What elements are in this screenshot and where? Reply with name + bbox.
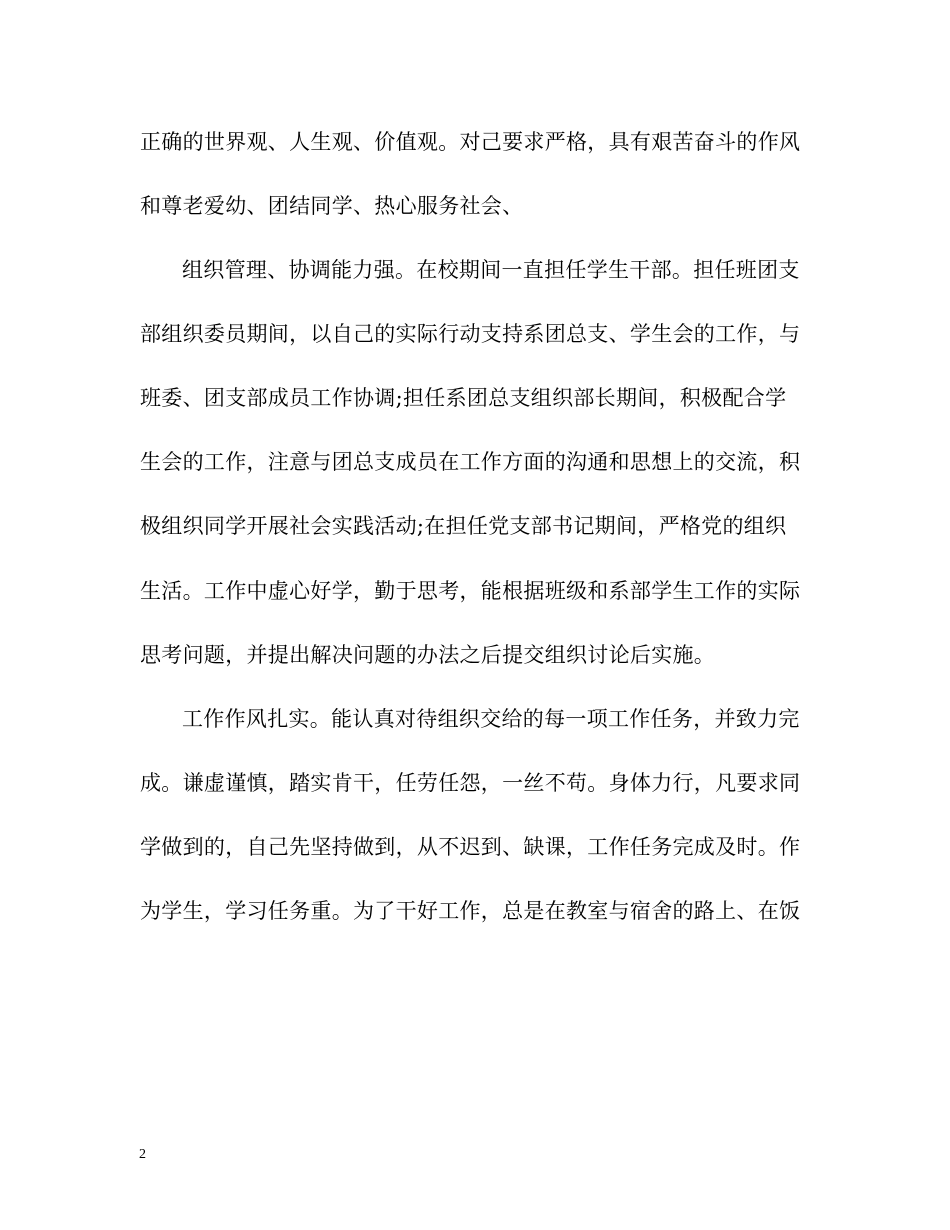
- text-line: 班委、团支部成员工作协调;担任系团总支组织部长期间，积极配合学: [140, 386, 787, 410]
- text-line: 为学生，学习任务重。为了干好工作，总是在教室与宿舍的路上、在饭: [140, 899, 801, 923]
- page-number: 2: [139, 1147, 146, 1162]
- text-line: 学做到的，自己先坚持做到，从不迟到、缺课，工作任务完成及时。作: [140, 835, 801, 859]
- paragraph-start-line: 组织管理、协调能力强。在校期间一直担任学生干部。担任班团支: [182, 258, 800, 282]
- text-line: 部组织委员期间，以自己的实际行动支持系团总支、学生会的工作，与: [140, 322, 801, 346]
- text-line: 生活。工作中虚心好学，勤于思考，能根据班级和系部学生工作的实际: [140, 579, 801, 603]
- text-line: 思考问题，并提出解决问题的办法之后提交组织讨论后实施。: [140, 643, 716, 667]
- text-line: 和尊老爱幼、团结同学、热心服务社会、: [140, 194, 524, 218]
- text-line: 生会的工作，注意与团总支成员在工作方面的沟通和思想上的交流，积: [140, 450, 801, 474]
- text-line: 极组织同学开展社会实践活动;在担任党支部书记期间，严格党的组织: [140, 514, 787, 538]
- text-line: 正确的世界观、人生观、价值观。对己要求严格，具有艰苦奋斗的作风: [140, 130, 801, 154]
- text-line: 成。谦虚谨慎，踏实肯干，任劳任怨，一丝不苟。身体力行，凡要求同: [140, 771, 801, 795]
- paragraph-start-line: 工作作风扎实。能认真对待组织交给的每一项工作任务，并致力完: [182, 707, 800, 731]
